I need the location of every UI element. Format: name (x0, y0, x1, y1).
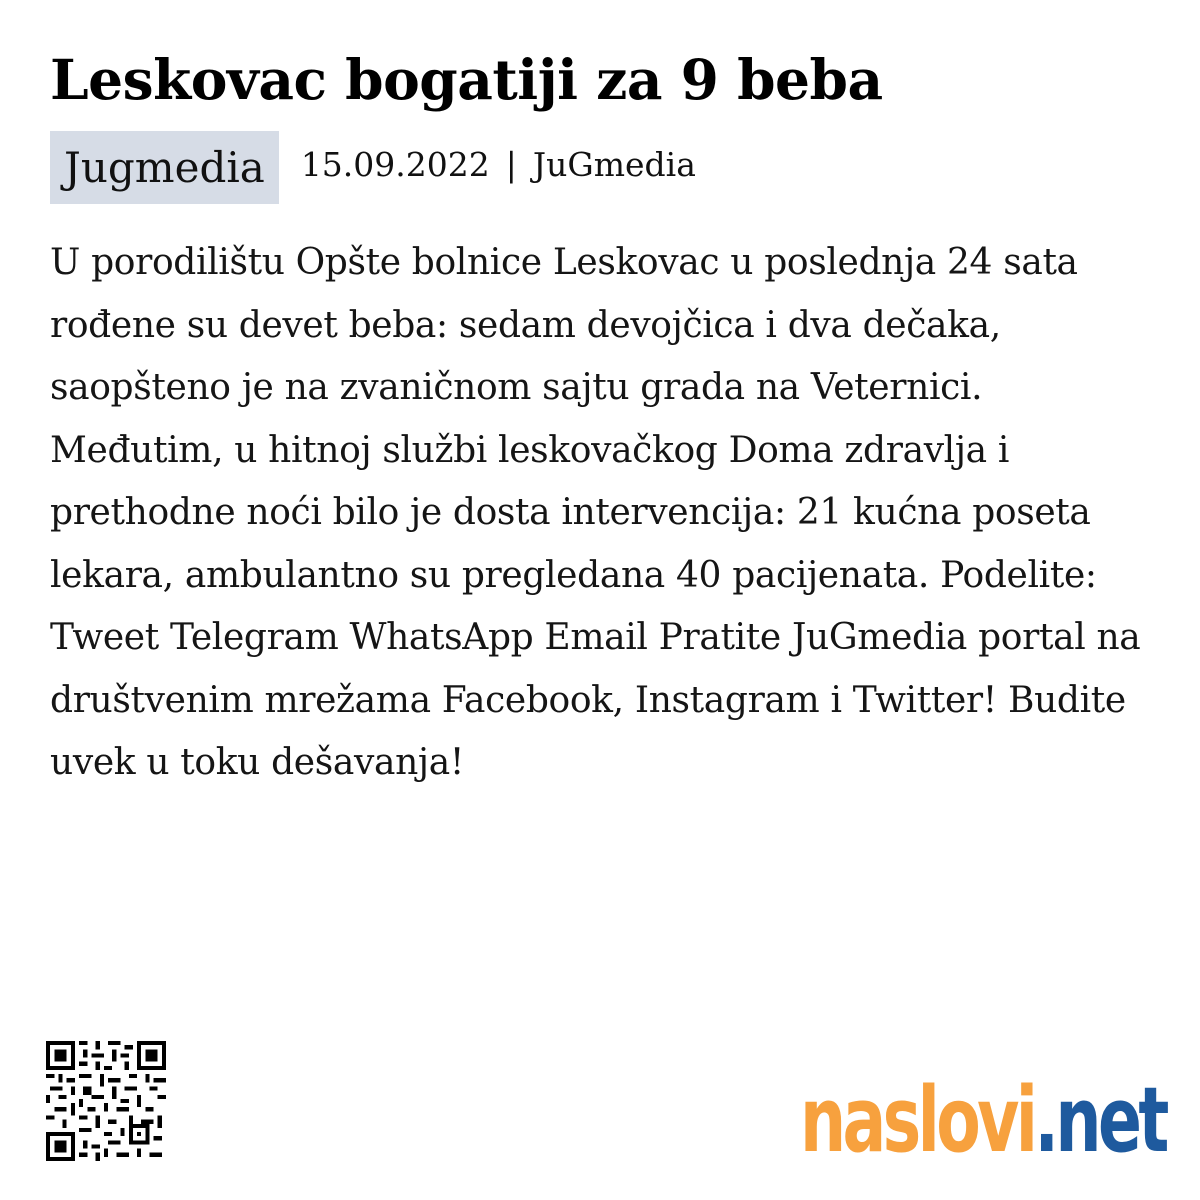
article-meta (50, 131, 696, 204)
qr-code-icon (46, 1038, 166, 1164)
source-badge[interactable]: Jugmedia (50, 131, 279, 204)
meta-separator: | (505, 145, 517, 184)
article-title: Leskovac bogatiji za 9 beba (50, 47, 883, 112)
author-name[interactable]: JuGmedia (532, 145, 696, 184)
article-body: U porodilištu Opšte bolnice Leskovac u poslednja 24 sata rođene su devet beba: sedam devojčica i dva dečaka, saopšteno je na zvaničnom sajtu grada na Veternici. Međutim, u hitnoj službi leskovačkog Doma zdravlja i prethodne noći bilo je dosta intervencija: 21 kućna poseta lekara, ambulantno su pregledana 40 pacijenata. Podelite: Tweet Telegram WhatsApp Email Pratite JuGmedia portal na društvenim mrežama Facebook, Instagram i Twitter! Budite uvek u toku dešavanja! (50, 242, 1141, 783)
naslovi-logo[interactable] (800, 1068, 1166, 1173)
publish-date: 15.09.2022 (300, 145, 490, 184)
logo-text-naslovi: naslovi (800, 1068, 1035, 1173)
byline (301, 145, 696, 184)
logo-text-net: .net (1034, 1068, 1166, 1173)
